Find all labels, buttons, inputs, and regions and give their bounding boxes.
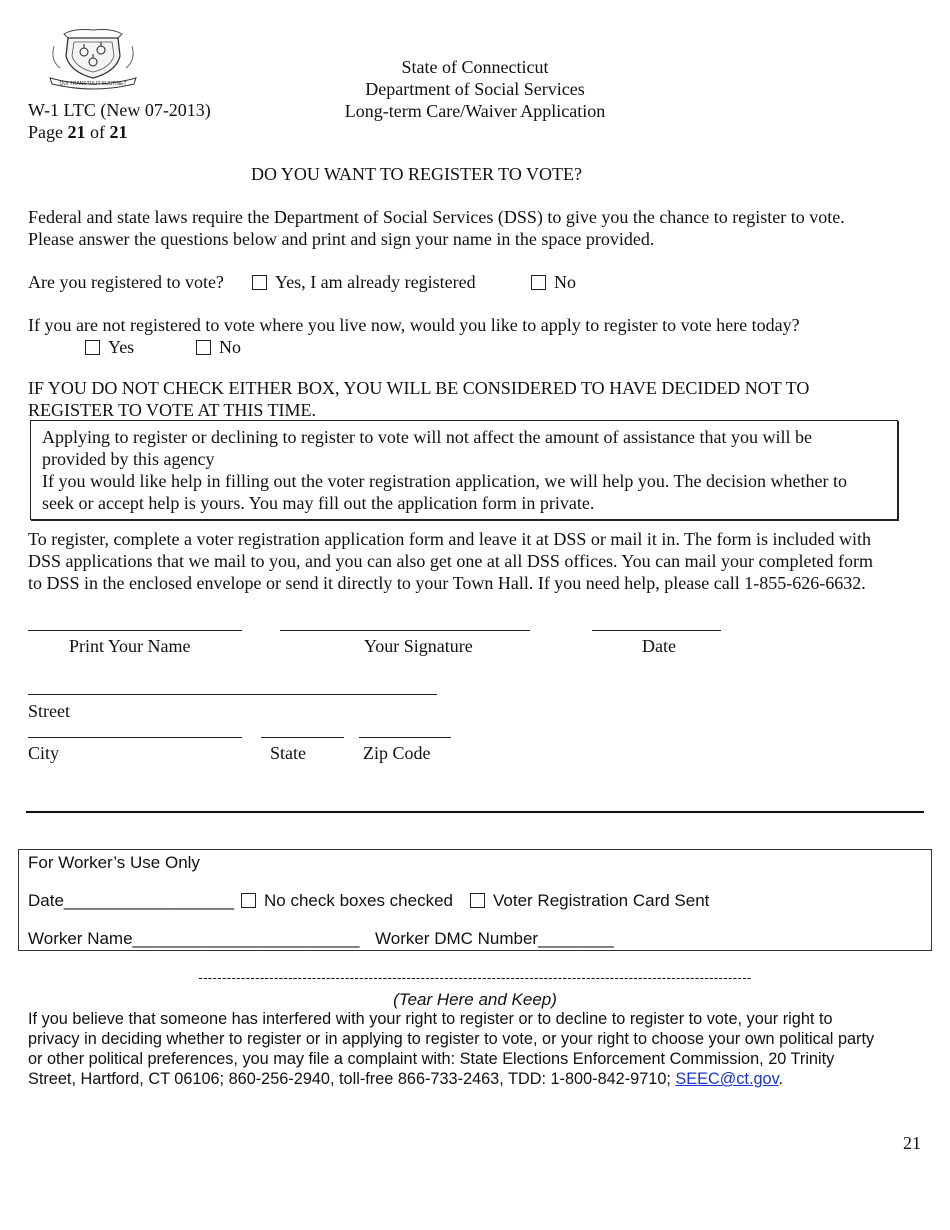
date-line[interactable]	[592, 630, 721, 631]
intro-line: Federal and state laws require the Department of Social Services (DSS) to give you the chance to register to vote.	[28, 207, 845, 227]
q1-no-checkbox[interactable]	[531, 275, 546, 290]
instructions-line: To register, complete a voter registration application form and leave it at DSS or mail it in. The form is included with	[28, 529, 871, 549]
state-seal-logo	[44, 26, 142, 90]
footer-page-number: 21	[903, 1133, 921, 1153]
print-name-label: Print Your Name	[69, 636, 191, 656]
header-department: Department of Social Services	[365, 79, 585, 99]
complaint-line: or other political preferences, you may file a complaint with: State Elections Enforcement Commission, 20 Trinity	[28, 1050, 835, 1068]
seec-email-link[interactable]: SEEC@ct.gov	[675, 1070, 779, 1088]
q1-yes-option[interactable]	[252, 271, 476, 293]
print-name-line[interactable]	[28, 630, 242, 631]
header-state: State of Connecticut	[401, 57, 549, 77]
q2-no-label: No	[219, 337, 241, 357]
header-application: Long-term Care/Waiver Application	[344, 101, 606, 121]
warning-text	[28, 377, 809, 421]
q2-yes-option[interactable]	[85, 336, 134, 358]
seal-ribbon-text: QUI TRANSTULIT SUSTINET	[59, 81, 127, 87]
complaint-paragraph	[28, 1009, 874, 1089]
section-divider	[26, 811, 924, 813]
street-label: Street	[28, 701, 70, 721]
intro-paragraph	[28, 206, 845, 250]
card-sent-label: Voter Registration Card Sent	[493, 891, 710, 910]
page-indicator	[28, 121, 128, 143]
complaint-line: If you believe that someone has interfered with your right to register or to decline to register to vote, your right to	[28, 1010, 833, 1028]
card-sent-checkbox[interactable]	[470, 893, 485, 908]
state-label: State	[270, 743, 306, 763]
city-line[interactable]	[28, 737, 242, 738]
q1-no-option[interactable]	[531, 271, 576, 293]
state-line[interactable]	[261, 737, 344, 738]
worker-heading: For Worker’s Use Only	[28, 853, 200, 872]
instructions-line: to DSS in the enclosed envelope or send it directly to your Town Hall. If you need help, please call 1-855-626-6632.	[28, 573, 866, 593]
form-id: W-1 LTC (New 07-2013)	[28, 100, 211, 120]
worker-use-box	[18, 849, 932, 951]
street-line[interactable]	[28, 694, 437, 695]
q2-no-option[interactable]	[196, 336, 241, 358]
page-current: 21	[67, 122, 86, 142]
q1-no-label: No	[554, 272, 576, 292]
no-check-option[interactable]	[241, 890, 453, 911]
intro-line: Please answer the questions below and print and sign your name in the space provided.	[28, 229, 655, 249]
date-label: Date	[642, 636, 676, 656]
complaint-end: .	[778, 1070, 784, 1088]
notice-box	[30, 420, 898, 520]
worker-name-field[interactable]: Worker Name________________________	[28, 929, 360, 948]
q1-yes-label: Yes, I am already registered	[275, 272, 476, 292]
warning-line: REGISTER TO VOTE AT THIS TIME.	[28, 400, 317, 420]
signature-line[interactable]	[280, 630, 530, 631]
instructions-line: DSS applications that we mail to you, and you can also get one at all DSS offices. You can mail your completed form	[28, 551, 874, 571]
instructions-paragraph	[28, 528, 873, 594]
page-of: of	[85, 122, 110, 142]
city-label: City	[28, 743, 60, 763]
header-block	[300, 56, 650, 122]
page-total: 21	[109, 122, 128, 142]
q1-label: Are you registered to vote?	[28, 272, 224, 292]
worker-date-field[interactable]: Date__________________	[28, 891, 235, 910]
warning-line: IF YOU DO NOT CHECK EITHER BOX, YOU WILL BE CONSIDERED TO HAVE DECIDED NOT TO	[28, 378, 810, 398]
complaint-line	[28, 1069, 874, 1089]
tear-line: ---------------------------------------------------------------------------------------------------------------------	[198, 970, 752, 985]
no-check-checkbox[interactable]	[241, 893, 256, 908]
complaint-line: privacy in deciding whether to register or in applying to register to vote, or your right to choose your own political party	[28, 1030, 875, 1048]
q1-yes-checkbox[interactable]	[252, 275, 267, 290]
worker-dmc-field[interactable]: Worker DMC Number________	[375, 929, 614, 948]
notice-line: provided by this agency	[42, 449, 215, 469]
q2-no-checkbox[interactable]	[196, 340, 211, 355]
complaint-line-text: Street, Hartford, CT 06106; 860-256-2940, toll-free 866-733-2463, TDD: 1-800-842-9710;	[28, 1070, 676, 1088]
q2-label: If you are not registered to vote where you live now, would you like to apply to register to vote here today?	[28, 315, 800, 335]
card-sent-option[interactable]	[470, 890, 709, 911]
zip-line[interactable]	[359, 737, 451, 738]
page-title: DO YOU WANT TO REGISTER TO VOTE?	[251, 164, 583, 184]
signature-label: Your Signature	[364, 636, 473, 656]
no-check-label: No check boxes checked	[264, 891, 453, 910]
zip-label: Zip Code	[363, 743, 431, 763]
q2-yes-label: Yes	[108, 337, 135, 357]
notice-line: Applying to register or declining to register to vote will not affect the amount of assistance that you will be	[42, 427, 812, 447]
page-prefix: Page	[28, 122, 68, 142]
tear-caption: (Tear Here and Keep)	[393, 990, 557, 1009]
q2-yes-checkbox[interactable]	[85, 340, 100, 355]
notice-line: seek or accept help is yours. You may fill out the application form in private.	[42, 493, 595, 513]
notice-line: If you would like help in filling out the voter registration application, we will help you. The decision whether to	[42, 471, 847, 491]
